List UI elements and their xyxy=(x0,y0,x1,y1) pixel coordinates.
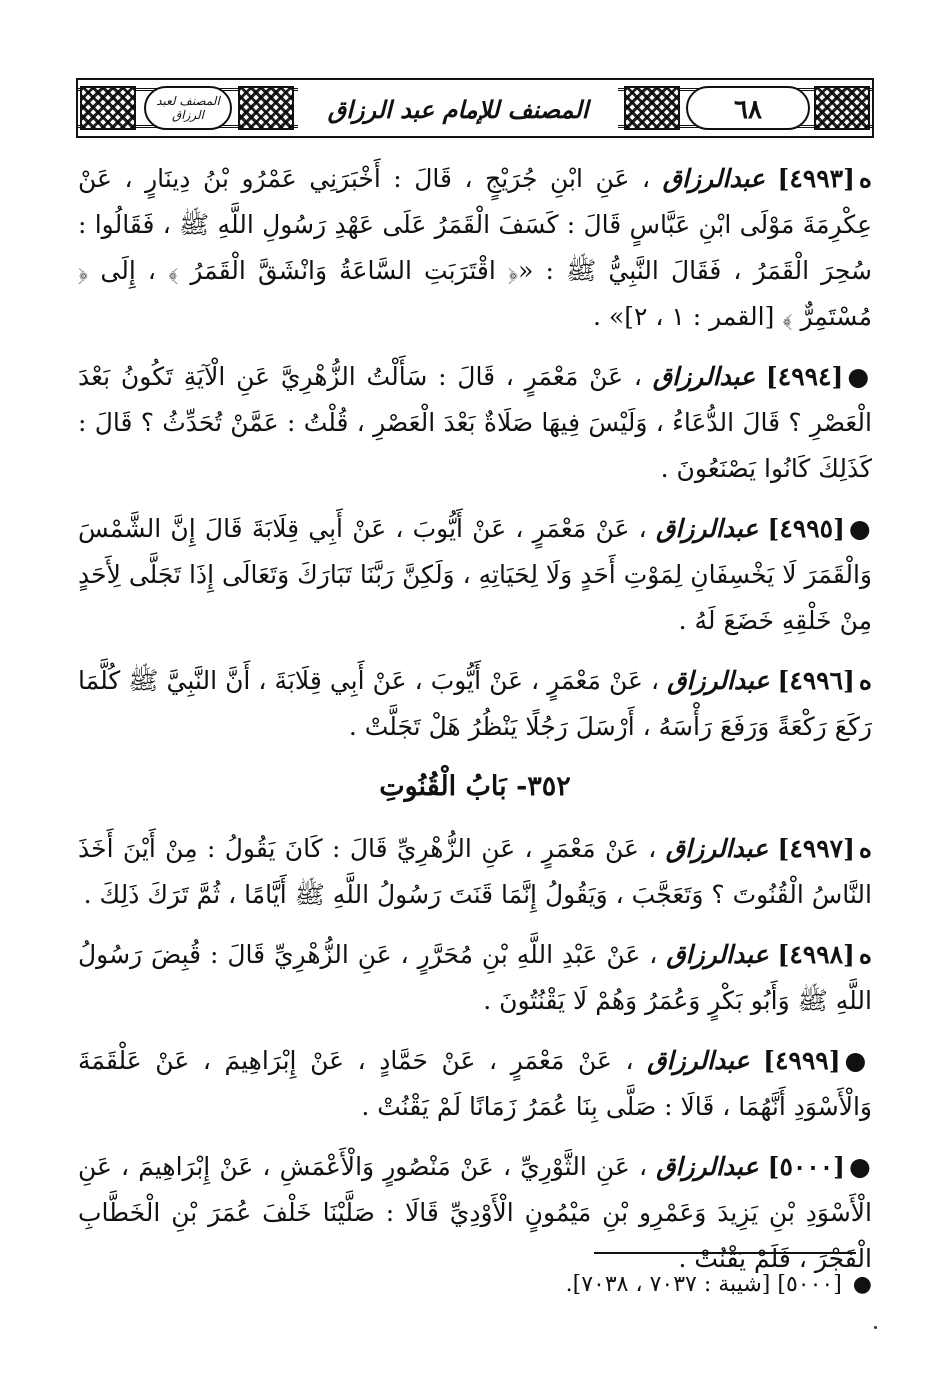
footnote xyxy=(78,1264,872,1305)
ornament-right-outer xyxy=(814,86,870,130)
entry-marker: ● xyxy=(844,1046,872,1075)
hadith-number: [٤٩٩٣] xyxy=(777,164,855,193)
logo-text: المصنف لعبد الرزاق xyxy=(156,94,220,122)
author-name: عبدالرزاق xyxy=(656,1152,759,1181)
stray-mark xyxy=(874,1326,877,1329)
ornament-left-inner xyxy=(238,86,294,130)
hadith-number: [٤٩٩٤] xyxy=(765,362,844,391)
hadith-text: ، عَنْ مَعْمَرٍ ، قَالَ : سَأَلْتُ الزُّهْرِيَّ عَنِ الْآيَةِ تَكُونُ بَعْدَ الْعَصْرِ ؟ قَالَ الدُّعَاءُ ، وَلَيْسَ فِيهَا صَلَاةٌ بَعْدَ الْعَصْرِ ، قُلْتُ : عَمَّنْ تُحَدِّثُ ؟ قَالَ : كَذَلِكَ كَانُوا يَصْنَعُونَ . xyxy=(78,362,872,483)
logo-emblem xyxy=(144,86,232,130)
hadith-entry xyxy=(78,1144,872,1282)
hadith-number: [٥٠٠٠] xyxy=(767,1152,846,1181)
author-name: عبدالرزاق xyxy=(662,164,765,193)
hadith-number: [٤٩٩٧] xyxy=(777,834,855,863)
hadith-text: ، عَنْ عَبْدِ اللَّهِ بْنِ مُحَرَّرٍ ، عَنِ الزُّهْرِيِّ قَالَ : قُبِضَ رَسُولُ اللَّهِ ﷺ وَأَبُو بَكْرٍ وَعُمَرُ وَهُمْ لَا يَقْنُتُونَ . xyxy=(78,940,872,1015)
author-name: عبدالرزاق xyxy=(665,834,769,863)
hadith-text: ، عَنْ مَعْمَرٍ ، عَنْ حَمَّادٍ ، عَنْ إِبْرَاهِيمَ ، عَنْ عَلْقَمَةَ وَالْأَسْوَدِ أَنَّهُمَا ، قَالَا : صَلَّى بِنَا عُمَرُ زَمَانًا لَمْ يَقْنُتْ . xyxy=(78,1046,872,1121)
ornament-left-outer xyxy=(80,86,136,130)
author-name: عبدالرزاق xyxy=(667,666,770,695)
footnote-divider xyxy=(594,1252,856,1254)
entry-marker: ه xyxy=(858,940,872,969)
main-text xyxy=(78,156,872,1296)
entry-marker: ● xyxy=(847,362,872,391)
chapter-heading xyxy=(78,764,872,810)
hadith-text: ، عَنْ مَعْمَرٍ ، عَنْ أَيُّوبَ ، عَنْ أَبِي قِلَابَةَ ، أَنَّ النَّبِيَّ ﷺ كُلَّمَا رَكَعَ رَكْعَةً وَرَفَعَ رَأْسَهُ ، أَرْسَلَ رَجُلًا يَنْظُرُ هَلْ تَجَلَّتْ . xyxy=(78,666,872,741)
footnote-marker: ● xyxy=(852,1271,872,1297)
hadith-number: [٤٩٩٦] xyxy=(777,666,855,695)
page-number: ٦٨ xyxy=(686,86,810,130)
ornament-right-inner xyxy=(624,86,680,130)
entry-marker: ه xyxy=(858,666,872,695)
hadith-entry xyxy=(78,658,872,750)
hadith-number: [٤٩٩٨] xyxy=(777,940,855,969)
author-name: عبدالرزاق xyxy=(647,1046,750,1075)
entry-marker: ● xyxy=(848,514,872,543)
hadith-entry xyxy=(78,1038,872,1130)
entry-marker: ه xyxy=(858,164,873,193)
chapter-number: ٣٥٢- xyxy=(516,771,571,802)
hadith-entry xyxy=(78,506,872,644)
hadith-text: ، عَنْ مَعْمَرٍ ، عَنْ أَيُّوبَ ، عَنْ أَبِي قِلَابَةَ قَالَ إِنَّ الشَّمْسَ وَالْقَمَرَ لَا يَخْسِفَانِ لِمَوْتِ أَحَدٍ وَلَا لِحَيَاتِهِ ، وَلَكِنَّ رَبَّنَا تَبَارَكَ وَتَعَالَى إِذَا تَجَلَّى لِأَحَدٍ مِنْ خَلْقِهِ خَضَعَ لَهُ . xyxy=(78,514,872,635)
hadith-entry xyxy=(78,156,872,340)
entry-marker: ● xyxy=(849,1152,872,1181)
page-header xyxy=(76,78,874,138)
hadith-number: [٤٩٩٥] xyxy=(767,514,845,543)
hadith-text: ، عَنِ الثَّوْرِيِّ ، عَنْ مَنْصُورٍ وَالْأَعْمَشِ ، عَنْ إِبْرَاهِيمَ ، عَنِ الْأَسْوَدِ بْنِ يَزِيدَ وَعَمْرِو بْنِ مَيْمُونٍ الْأَوْدِيِّ قَالَا : صَلَّيْنَا خَلْفَ عُمَرَ بْنِ الْخَطَّابِ الْفَجْرَ ، فَلَمْ يَقْنُتْ . xyxy=(78,1152,872,1273)
author-name: عبدالرزاق xyxy=(655,514,759,543)
hadith-text: ، عَنْ مَعْمَرٍ ، عَنِ الزُّهْرِيِّ قَالَ : كَانَ يَقُولُ : مِنْ أَيْنَ أَخَذَ النَّاسُ الْقُنُوتَ ؟ وَتَعَجَّبَ ، وَيَقُولُ إِنَّمَا قَنَتَ رَسُولُ اللَّهِ ﷺ أَيَّامًا ، ثُمَّ تَرَكَ ذَلِكَ . xyxy=(78,834,872,909)
hadith-entry xyxy=(78,932,872,1024)
hadith-number: [٤٩٩٩] xyxy=(763,1046,841,1075)
footnote-text: [٥٠٠٠] [شيبة : ٧٠٣٧ ، ٧٠٣٨]. xyxy=(565,1272,842,1297)
hadith-entry xyxy=(78,826,872,918)
chapter-title: بَابُ الْقُنُوتِ xyxy=(379,771,507,802)
hadith-entry xyxy=(78,354,872,492)
author-name: عبدالرزاق xyxy=(652,362,756,391)
hadith-text: ، عَنِ ابْنِ جُرَيْجٍ ، قَالَ : أَخْبَرَنِي عَمْرُو بْنُ دِينَارٍ ، عَنْ عِكْرِمَةَ مَوْلَى ابْنِ عَبَّاسٍ قَالَ : كَسَفَ الْقَمَرُ عَلَى عَهْدِ رَسُولِ اللَّهِ ﷺ ، فَقَالُوا : سُحِرَ الْقَمَرُ ، فَقَالَ النَّبِيُّ ﷺ : «﴿ اقْتَرَبَتِ السَّاعَةُ وَانْشَقَّ الْقَمَرُ ﴾ ، إِلَى ﴿ مُسْتَمِرٌّ ﴾ [القمر : ١ ، ٢]» . xyxy=(78,164,872,331)
entry-marker: ه xyxy=(858,834,873,863)
author-name: عبدالرزاق xyxy=(666,940,769,969)
header-title: المصنف للإمام عبد الرزاق xyxy=(298,88,618,132)
